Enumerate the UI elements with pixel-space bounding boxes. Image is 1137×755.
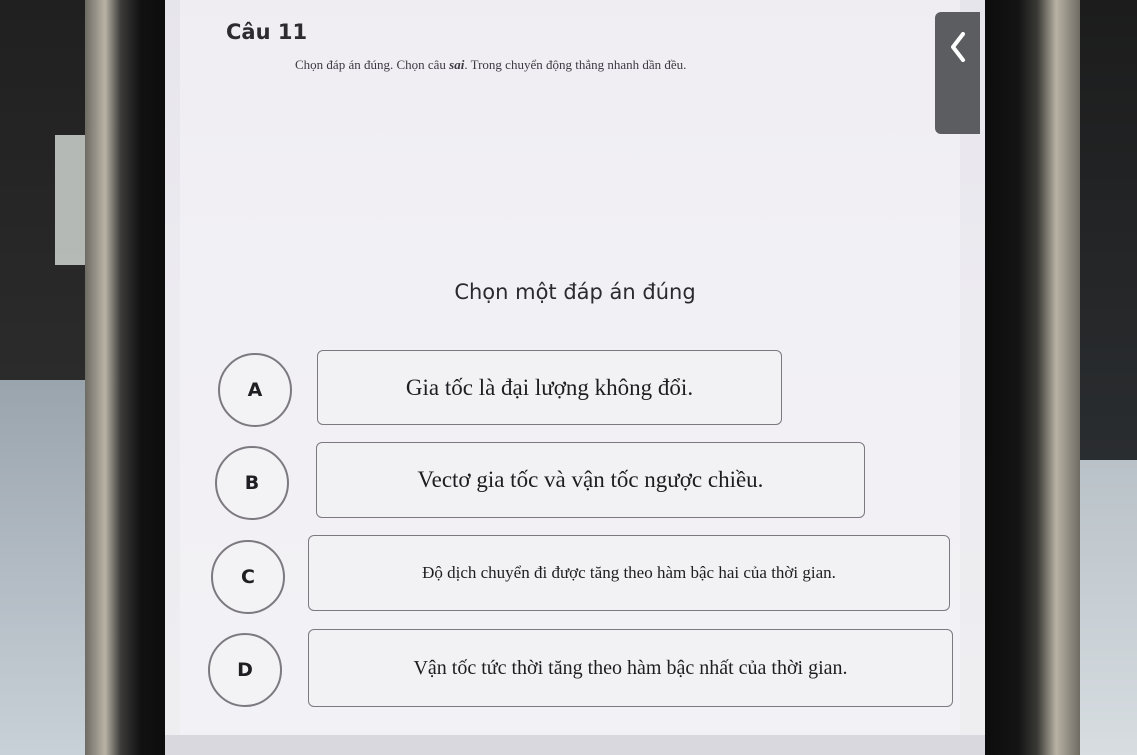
chevron-left-icon xyxy=(950,32,966,62)
question-title: Câu 11 xyxy=(226,20,308,44)
option-c-text: Độ dịch chuyển đi được tăng theo hàm bậc hai của thời gian. xyxy=(422,563,836,582)
option-b-text: Vectơ gia tốc và vận tốc ngược chiều. xyxy=(417,467,764,492)
option-d-letter[interactable]: D xyxy=(208,633,282,707)
option-a-text: Gia tốc là đại lượng không đổi. xyxy=(405,374,694,400)
option-b-button[interactable] xyxy=(316,442,865,518)
background-right-paper xyxy=(1075,460,1137,755)
option-b-letter[interactable]: B xyxy=(215,446,289,520)
back-button[interactable] xyxy=(935,12,980,134)
answer-prompt: Chọn một đáp án đúng xyxy=(454,280,696,304)
instruction-emphasis: sai xyxy=(449,57,465,72)
option-d-text: Vận tốc tức thời tăng theo hàm bậc nhất của thời gian. xyxy=(413,656,848,679)
option-c-button[interactable] xyxy=(308,535,950,611)
option-c-letter[interactable]: C xyxy=(211,540,285,614)
phone-frame-left xyxy=(85,0,165,755)
option-d-button[interactable] xyxy=(308,629,953,707)
background-right xyxy=(1075,0,1137,460)
screen-bottom-bar xyxy=(165,735,985,755)
question-instruction xyxy=(295,57,686,73)
instruction-prefix: Chọn đáp án đúng. Chọn câu xyxy=(295,57,450,72)
instruction-suffix: . Trong chuyển động thẳng nhanh dần đều. xyxy=(464,57,687,72)
phone-frame-right xyxy=(985,0,1080,755)
option-a-button[interactable] xyxy=(317,350,782,425)
phone-screen xyxy=(165,0,985,755)
option-a-letter[interactable]: A xyxy=(218,353,292,427)
